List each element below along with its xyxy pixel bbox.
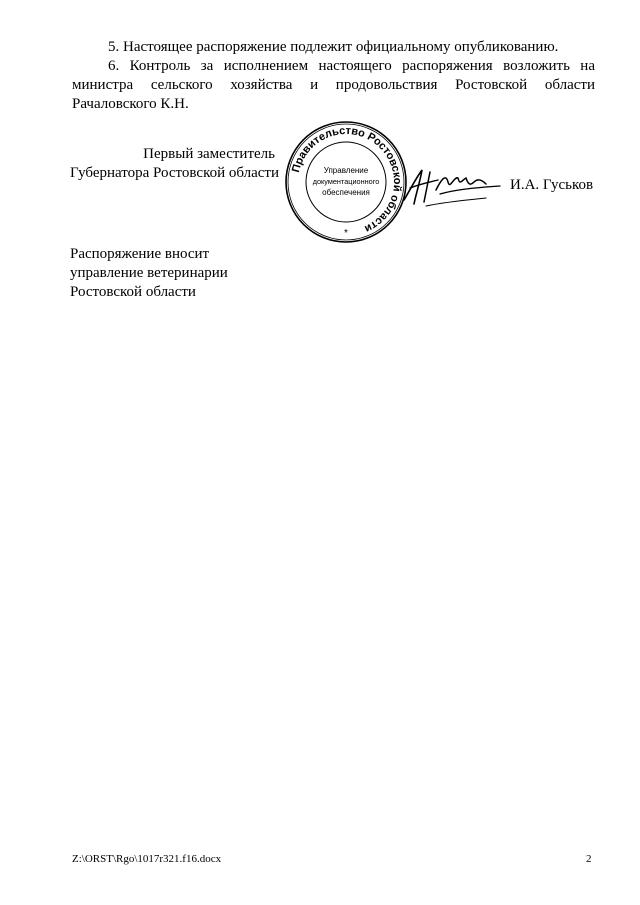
submitter-line1: Распоряжение вносит: [70, 246, 210, 262]
seal-center-line3: обеспечения: [322, 188, 370, 197]
signatory-position-line2: Губернатора Ростовской области: [70, 165, 280, 181]
submitter-line2: управление ветеринарии: [70, 265, 228, 281]
seal-ring-text: Правительство Ростовской области: [290, 124, 404, 235]
footer-file-path: Z:\ORST\Rgo\1017r321.f16.docx: [72, 853, 222, 865]
seal-center-line1: Управление: [323, 166, 369, 175]
seal-star: *: [344, 228, 348, 239]
signatory-position: [70, 145, 280, 183]
signatory-name: И.А. Гуськов: [510, 177, 594, 193]
paragraph-5: 5. Настоящее распоряжение подлежит официальному опубликованию.: [108, 39, 559, 55]
seal-center-line2: документационного: [312, 177, 380, 186]
footer-page-number: 2: [586, 853, 592, 865]
signatory-position-line1: Первый заместитель: [143, 146, 275, 162]
official-seal: [284, 120, 408, 244]
handwritten-signature: [396, 160, 506, 212]
submitter-block: [70, 245, 228, 302]
paragraph-6: 6. Контроль за исполнением настоящего распоряжения возложить на министра сельского хозяйства и продовольствия Ростовской области Рачаловского К.Н.: [72, 58, 595, 112]
submitter-line3: Ростовской области: [70, 284, 196, 300]
